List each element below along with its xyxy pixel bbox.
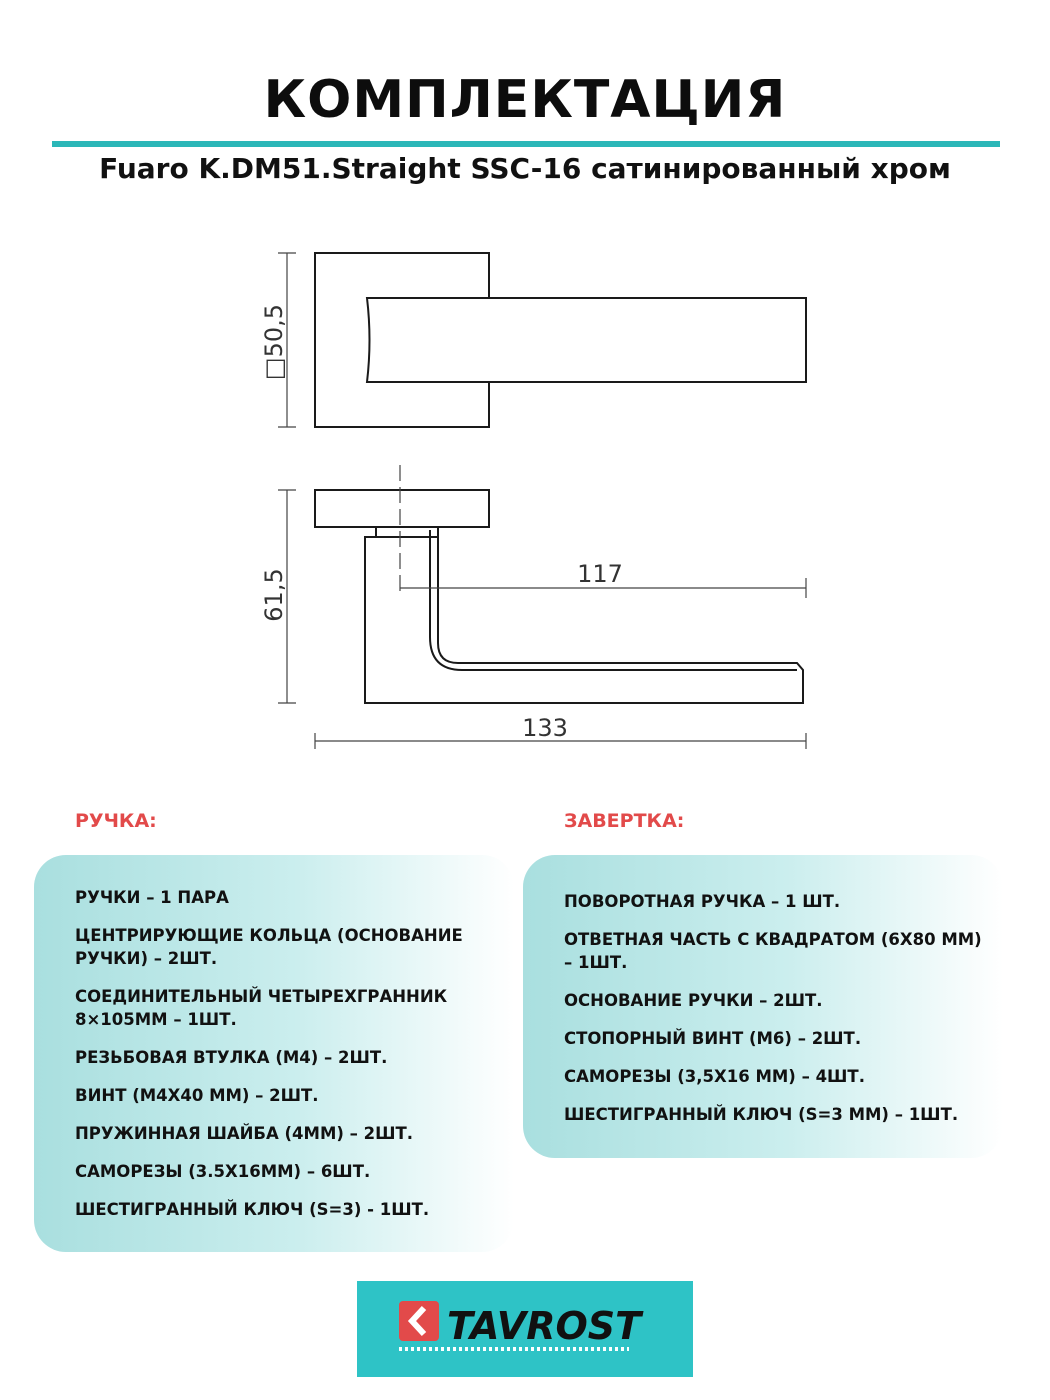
dim-lever-label: 117 [577, 560, 623, 588]
handle-item: РЕЗЬБОВАЯ ВТУЛКА (М4) – 2ШТ. [75, 1048, 388, 1067]
handle-item: ШЕСТИГРАННЫЙ КЛЮЧ (S=3) - 1ШТ. [75, 1200, 430, 1219]
tavrost-logo [357, 1281, 693, 1377]
turn-item: ШЕСТИГРАННЫЙ КЛЮЧ (S=3 ММ) – 1ШТ. [564, 1105, 959, 1124]
handle-item: САМОРЕЗЫ (3.5Х16ММ) – 6ШТ. [75, 1162, 371, 1181]
turn-kit-list [523, 855, 984, 1126]
page-title: КОМПЛЕКТАЦИЯ [263, 70, 787, 130]
technical-drawing [0, 230, 1050, 770]
handle-kit-panel [34, 855, 514, 1252]
lever-top-view [367, 298, 806, 382]
handle-item: ЦЕНТРИРУЮЩИЕ КОЛЬЦА (ОСНОВАНИЕ РУЧКИ) – 2ШТ. [75, 926, 463, 968]
title-divider [52, 141, 1000, 147]
handle-heading: РУЧКА: [75, 810, 157, 832]
dim-height-label: 61,5 [260, 568, 288, 622]
handle-item: РУЧКИ – 1 ПАРА [75, 888, 229, 907]
turn-kit-panel [523, 855, 1003, 1158]
dim-total-label: 133 [522, 714, 568, 742]
handle-item: СОЕДИНИТЕЛЬНЫЙ ЧЕТЫРЕХГРАННИК 8×105ММ – 1ШТ. [75, 987, 448, 1029]
dim-rosette-label: □50,5 [260, 303, 288, 381]
turn-item: ПОВОРОТНАЯ РУЧКА – 1 ШТ. [564, 892, 841, 911]
logo-text: TAVROST [447, 1304, 642, 1348]
turn-item: ОТВЕТНАЯ ЧАСТЬ С КВАДРАТОМ (6Х80 ММ) – 1ШТ. [564, 930, 982, 972]
turn-item: СТОПОРНЫЙ ВИНТ (М6) – 2ШТ. [564, 1029, 862, 1048]
handle-item: ПРУЖИННАЯ ШАЙБА (4ММ) – 2ШТ. [75, 1124, 414, 1143]
logo-mark-icon [399, 1301, 439, 1341]
turn-heading: ЗАВЕРТКА: [564, 810, 685, 832]
handle-kit-list [34, 855, 495, 1221]
handle-item: ВИНТ (М4Х40 ММ) – 2ШТ. [75, 1086, 319, 1105]
turn-item: ОСНОВАНИЕ РУЧКИ – 2ШТ. [564, 991, 823, 1010]
product-name: Fuaro K.DM51.Straight SSC-16 сатинированный хром [99, 152, 951, 185]
rosette-side-view [315, 490, 489, 527]
turn-item: САМОРЕЗЫ (3,5Х16 ММ) – 4ШТ. [564, 1067, 865, 1086]
